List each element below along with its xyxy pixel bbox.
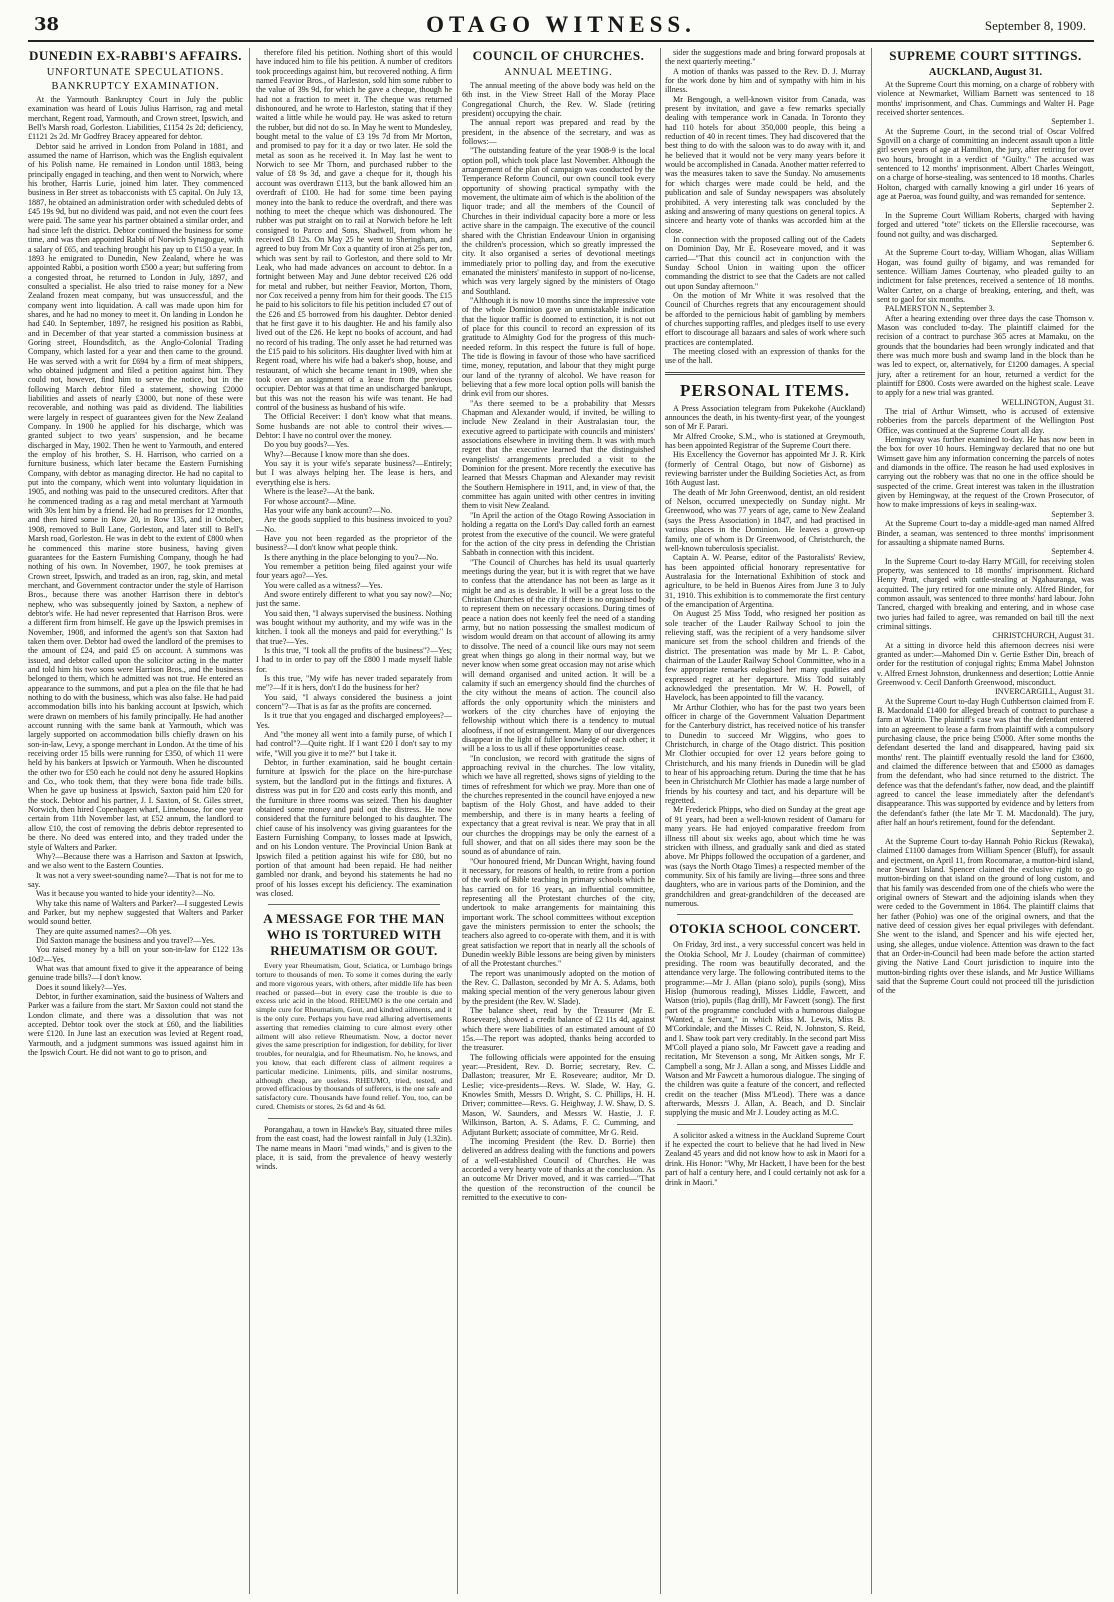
article-subheading: UNFORTUNATE SPECULATIONS. (46, 67, 225, 78)
article-headline: A MESSAGE FOR THE MAN WHO IS TORTURED WITH RHEUMATISM OR GOUT. (263, 911, 445, 959)
paragraph: At the Supreme Court to-day, William Whogan, alias William Hogan, was found guilty of bigamy, and was remanded for sentence. William James Courtenay, who pleaded guilty to an indictment for false pretences, received a sentence of 18 months. Walter Carter, on a charge of breaking, entering, and theft, was sent to gaol for six months. (877, 248, 1094, 304)
paragraph: The incoming President (the Rev. D. Borrie) then delivered an address dealing with the functions and powers of a well-established Council of Churches. He was accorded a very hearty vote of thanks at the conclusion. As an outcome Mr Driver moved, and it was carried—"That the question of the reconstruction of the council be remitted to the executive to con- (462, 1136, 655, 1202)
paragraph: Was it because you wanted to hide your identity?—No. (36, 889, 215, 899)
article-body (462, 81, 655, 1202)
paragraph: Are the goods supplied to this business invoiced to you?—No. (256, 515, 452, 534)
paragraph: In connection with the proposed calling out of the Cadets on Dominion Day, Mr E. Roseveare moved, and it was carried—"That this council act in conjunction with the Sunday School Union in waiting upon the officer commanding the district to see that the Cadets are not called out upon Sunday afternoon." (665, 234, 865, 291)
article-headline: OTOKIA SCHOOL CONCERT. (669, 921, 861, 937)
paragraph: The report was unanimously adopted on the motion of the Rev. C. Dallaston, seconded by Mr A. S. Adams, both making special mention of the very generous labour given by the president (the Rev. W. Slade). (462, 968, 655, 1006)
paragraph: In the Supreme Court William Roberts, charged with having forged and uttered "tote" tickets on the Ellerslie racecourse, was found not guilty, and was discharged. (877, 210, 1094, 239)
paragraph: PALMERSTON N., September 3. (885, 304, 995, 314)
paragraph: "The outstanding feature of the year 1908-9 is the local option poll, which took place last November. Although the arrangement of the plan of campaign was conducted by the Temperance Reform Council, our own council took every opportunity of showing practical sympathy with the movement, the ultimate aim of which is the abolition of the liquor trade; and all the members of the Council of Churches in their individual capacity bore a more or less active share in the campaign. The executive of the council shared with the Christian Endeavour Union in organising the children's procession, which so greatly impressed the city. It also organised a series of devotional meetings immediately prior to polling day, and from the executive emanated the ministers' manifesto in support of no-license, which was very largely signed by the ministers of Otago and Southland. (462, 146, 655, 296)
paragraph: You say it is your wife's separate business?—Entirely; but I was always helping her. The lease is hers, and everything else is hers. (256, 459, 452, 487)
paragraph: Where is the lease?—At the bank. (264, 487, 375, 497)
dateline: AUCKLAND, August 31. (928, 67, 1043, 78)
masthead-title: OTAGO WITNESS. (426, 12, 696, 37)
article-body (665, 1131, 865, 1187)
paragraph: The annual report was prepared and read by the president, in the absence of the secretary, and was as follows:— (462, 118, 655, 147)
paragraph: Has your wife any bank account?—No. (264, 505, 393, 515)
paragraph: Mr Frederick Phipps, who died on Sunday at the great age of 91 years, had been a well-known resident of Oamaru for many years. He had enjoyed comparative freedom from illness till about six weeks ago, about which time he was stricken with illness, and gradually sank and died as stated above. Mr Phipps followed the occupation of a gardener, and was (says the North Otago Times) a respected member of the community. Six of his family are living—three sons and three daughters, who are in various parts of the Dominion, and the grandchildren and great-grandchildren of the deceased are numerous. (665, 805, 865, 908)
dateline: September 6. (1051, 238, 1094, 248)
article-headline: DUNEDIN EX-RABBI'S AFFAIRS. (29, 48, 242, 63)
paragraph: What was that amount fixed to give it the appearance of being genuine trade bills?—I don't know. (28, 963, 243, 983)
paragraph: Have you not been regarded as the proprietor of the business?—I don't know what people think. (256, 533, 452, 553)
paragraph: At the Supreme Court this morning, on a charge of robbery with violence at Newmarket, William Barnett was sentenced to 18 months' imprisonment, and Chas. Cummings and Walter H. Page received shorter sentences. (877, 80, 1094, 118)
column-rule (457, 48, 458, 1594)
paragraph: For whose account?—Mine. (264, 496, 356, 506)
article-headline: COUNCIL OF CHURCHES. (472, 48, 645, 63)
article-headline: PERSONAL ITEMS. (680, 380, 850, 400)
paragraph: Debtor said he arrived in London from Poland in 1881, and assumed the name of Harrison, which was the English equivalent of his Polish name. He remained in London until 1883, being principally engaged in teaching, and then went to Norwich, where his brother, Harris Lurie, joined him later. They commenced business in Ber street as tobacconists with £5 capital. On July 13, 1887, he obtained an administration order with scheduled debts of £45 19s 9d, but no dividend was paid, and not even the court fees were paid. The same year his partner obtained a similar order, and had since left the district. Debtor continued the business for some time, and was then appointed Rabbi of Norwich Synagogue, with a salary of £65, and teaching brought his pay up to £150 a year. In 1893 he emigrated to Dunedin, New Zealand, where he was appointed Rabbi, a position worth £500 a year; but suffering from a congested throat, he returned to London in July, 1897, and consulted a specialist. He also tried to raise money for a New Zealand frozen meat company, but was unsuccessful, and the company went into liquidation. A call was made upon him for shares, and he had no money to meet it. On landing in London he had £40. In September, 1897, he resigned his position as Rabbi, and in December of that year started a commission business at Goring street, Houndsditch, as the Anglo-Colonial Trading Company, which lasted for a year and then came to the ground. He was served with a writ for £694 by a firm of meat shippers, who obtained judgment and filed a petition against him. They could not, however, find him to serve the notice, but in the following March debtor filed a statement, showing £2000 liabilities and assets of nearly £3000, but none of these were recoverable, and nothing was paid as dividend. The liabilities were largely in respect of guarantees given for the New Zealand Company. In 1900 he applied for his discharge, which was granted subject to two years' suspension, and he became discharged in May, 1902. Then he went to Yarmouth, and entered the employ of his brother, S. H. Harrison, who carried on a furniture business, which later became the Eastern Furnishing Company, with debtor as managing director. He had no capital to put into the company, which went into voluntary liquidation in 1905, and nothing was paid to the unsecured creditors. After that he commenced trading as a rag and metal merchant at Yarmouth with 30s lent him by a friend. He had no premises for 12 months, and then hired some in Row 20, in Row 135, and in October, 1908, removed to Bull Lane, Gorleston, and later still to Bell's Marsh road, Gorleston. He was in debt to the extent of £800 when he commenced this marine store business, having given guarantees for the Eastern Furnishing Company, though he had nothing of his own. In November, 1907, he took premises at Crown street, Ipswich, and traded as an iron, rag, skin, and metal merchant, and Government contractor under the style of Harrison Bros., because there was another Harrison there in debtor's nephew, who was subsequently joined by Saxton, a nephew of debtor's wife. He had never represented that Harrison Bros. were a different firm from himself. He gave up the Ipswich premises in November, 1908, and informed the agent's son that Saxton had taken them over. Debtor had owed the landlord of the premises to the amount of £24, and paid £5 on account. A summons was issued, and debtor called upon the solicitor acting in the matter and told him his two sons were Harrison Bros., and the business belonged to them, which he admitted was not true. He entered an appearance to the summons, and put a plea on the file that he had nothing to do with the business, which was also false. He had paid accommodation bills into his banking account at Ipswich, which were drawn on members of his family principally. He had another account running with the same bank at Yarmouth, which was largely supported on accommodation bills chiefly drawn on his son-in-law, Levy, a sponge merchant in London. At the time of his receiving order 15 bills were running for £350, of which 11 were held by his bankers at Ipswich or Yarmouth. When he discounted the other two for £50 each he could not deny he assured Hopkins and Co., who took them, that they were bona fide trade bills. When he gave up business at Ipswich, Saxton paid him £20 for the stock. Debtor and his partner, J. I. Saxton, of St. Giles street, Norwich, then hired Copenhagen wharf, Limehouse, for one year certain from 11th November last, at £52 annum, the landlord to allow £10, the cost of removing the debris debtor represented to be there. No deed was entered into, and they traded under the style of Walters and Parker. (28, 141, 243, 852)
page-number: 38 (34, 14, 60, 35)
article (665, 914, 865, 1118)
dateline: September 2. (1051, 827, 1094, 837)
column-rule (249, 48, 250, 1594)
paragraph: Why take this name of Walters and Parker?—I suggested Lewis and Parker, but my nephew suggested that Walters and Parker would sound better. (28, 898, 243, 927)
paragraph: The death of Mr John Greenwood, dentist, an old resident of Nelson, occurred unexpectedly on Sunday night. Mr Greenwood, who was 77 years of age, came to New Zealand (says the Press Association) in 1847, and had practised in various places in the Dominion. He leaves a grown-up family, one of whom is Dr Greenwood, of Christchurch, the well-known tuberculosis specialist. (665, 487, 865, 553)
article (665, 48, 865, 366)
paragraph: The meeting closed with an expression of thanks for the use of the hall. (665, 347, 865, 366)
paragraph: They are quite assumed names?—Oh yes. (36, 926, 172, 936)
dateline: INVERCARGILL, August 31. (995, 687, 1094, 697)
paragraph: His Excellency the Governor has appointed Mr J. R. Kirk (formerly of Central Otago, but now of Gisborne) as reviewing barrister under the Building Societies Act, as from 16th August last. (665, 450, 865, 488)
paragraph: The following officials were appointed for the ensuing year:—President, Rev. D. Borrie; secretary, Rev. C. Dallaston; treasurer, Mr E. Roseveare; auditor, Mr D. Leslie; vice-presidents—Revs. W. Slade, W. Hay, G. Knowles Smith, Messrs D. Wright, S. C. Phillips, H. H. Driver; committee—Revs. G. Heighway, J. W. Shaw, D. S. Mason, W. Saunders, and Messrs W. Hastie, J. F. Wilkinson, Barton, A. S. Adams, F. C. Cumming, and Adjutant Burkett; associate of committee, Mr G. Reid. (462, 1052, 655, 1137)
paragraph: Do you buy goods?—Yes. (264, 440, 350, 450)
dateline: September 1. (1051, 117, 1094, 127)
section-divider (677, 1124, 853, 1125)
paragraph: At the Supreme Court to-day Hannah Pohio Rickus (Rewaka), claimed £1100 damages from William Spencer (Bluff), for assault and ejectment, on April 11, from Rocomarae, a mutton-bird island, near Stewart Island. Spencer claimed the exclusive right to go mutton-birding on that island on the ground of long custom, and that his family was descended from one of the chiefs who were the original owners of Stewart and the adjoining islands when they were ceded to the Government in 1864. The plaintiff claims that her father (Pohio) was one of the original owners, and that the native deed of cession gives her equal privileges with defendant. She went to the island, and Spencer and his wife ejected her, using, she alleges, undue violence. Attention was drawn to the fact that an Order-in-Council had been made before the action started giving the Native Land Court jurisdiction to inquire into the mutton-birding rights over these islands, and Mr Justice Williams said that the Supreme Court could not proceed till the jurisdiction of the (877, 836, 1094, 996)
paragraph: "Although it is now 10 months since the impressive vote of the whole Dominion gave an unmistakable indication that the liquor traffic is doomed to extinction, it is not out of place for this council to record an expression of its gratitude to Almighty God for the progress of this much-needed reform. In this respect the future is full of hope. The tide is flowing in favour of those who have sacrificed time, money, reputation, and labour that they might purge our land of the tyranny of alcohol. We have reason for believing that a few more local option polls will banish the drink evil from our shores. (462, 295, 655, 399)
article-body (665, 940, 865, 1118)
paragraph: Is this true, "I took all the profits of the business"?—Yes; I had to in order to pay off the £800 I made myself liable for. (256, 646, 452, 674)
paragraph: A Press Association telegram from Pukekohe (Auckland) announces the death, in his twenty-first year, of the youngest son of Mr F. Parari. (665, 403, 865, 432)
paragraph: therefore filed his petition. Nothing short of this would have induced him to file his petition. A number of creditors took proceedings against him, but recovered nothing. A firm named Feavior Bros., of Harleston, sold him some rubber to the value of 39s 9d, for which he gave a cheque, though he had not a fraction to meet it. The cheque was returned dishonoured, and he wrote to Harleston, stating that if they waited a little while he would pay. He was asked to return the rubber, but did not do so. In May he went to Mundesley, bought metal to the value of £3 19s 7d from Mr Morton, and promised to pay for it a day or two later. He sold the metal as soon as he received it. In May last he went to Norwich to see Mr Thorn, and purchased rubber to the value of £8 9s 3d, and gave a cheque for it, though his account was overdrawn £113, but the bank allowed him an overdraft of £100. He had for some time been paying money into the bank to reduce the overdraft, and there was nothing to meet the cheque which was dishonoured. The rubber was put straight on to rail at Norwich before he left consigned to Parco and Sons, Shadwell, from whom he received £8 12s. On May 25 he went to Sheringham, and agreed to buy from Mr Cox a quantity of iron at 25s per ton, which was sent by rail to Gorleston, and there sold to Mr Leak, who had made advances on account to debtor. In a fortnight between May and June debtor received £26 odd for metal and rubber, but neither Feavior, Morton, Thorn, nor Cox received a penny from him for their goods. The £15 he paid to his solicitors to file his petition included £7 out of the £26 and £5 borrowed from his daughter. Debtor denied that he first gave it to his daughter. He and his family also lived out of the £26. He kept no books of account, and had no record of his trading. The only asset he had returned was the £15 paid to his solicitors. His daughter lived with him at Regent road, where his wife had a baker's shop, house, and restaurant, of which she became tenant in 1909, when she took over an assignment of a lease from the previous occupier. Debtor was at that time an undischarged bankrupt, but this was not the reason his wife was tenant. He had control of the business as husband of his wife. (256, 48, 452, 413)
paragraph: Why?—Because I know more than she does. (264, 449, 410, 459)
paragraph: At the Supreme Court, in the second trial of Oscar Volfred Sgovill on a charge of committing an indecent assault upon a little girl seven years of age at Hamilton, the jury, after retiring for over two hours, brought in a verdict of "Guilty." The accused was sentenced to 12 months' imprisonment. Albert Charles Weingott, on a charge of horse-stealing, was sentenced to 18 months. Charles Holton, charged with carnally knowing a girl under 16 years of age at Paeroa, was found guilty, and was remanded for sentence. (877, 126, 1094, 202)
article-body (665, 404, 865, 909)
article (665, 372, 865, 909)
paragraph: After a hearing extending over three days the case Thomson v. Mason was concluded to-day. The plaintiff claimed for the recision of a contract to purchase 365 acres at Mamaku, on the grounds that the boundaries had been wrongly indicated and that there was much more bush and swamp land in the block than he was led to expect, or, alternatively, for £1200 damages. A special jury, after a retirement for an hour, returned a verdict for the plaintiff for £800. Costs were awarded on the highest scale. Leave to apply for a new trial was granted. (877, 313, 1094, 398)
paragraph: You said, "I always considered the business a joint concern"?—That is as far as the profits are concerned. (256, 692, 452, 712)
column-2 (256, 48, 452, 1596)
article-body (256, 48, 452, 898)
paragraph: At the Supreme Court to-day a middle-aged man named Alfred Binder, a seaman, was sentenced to three months' imprisonment for assaulting a shipmate named Burns. (877, 519, 1094, 547)
article-subheading: ANNUAL MEETING. (504, 67, 613, 78)
paragraph: A solicitor asked a witness in the Auckland Supreme Court if he expected the court to believe that he had lived in New Zealand 45 years and did not know how to ask in Maori for a drink. His Honor: "Why, Mr Hackett, I have been for the best part of half a century here, and I could certainly not ask for a drink in Maori." (665, 1130, 865, 1187)
paragraph: It was not a very sweet-sounding name?—That is not for me to say. (28, 870, 243, 889)
paragraph: Every year Rheumatism, Gout, Sciatica, or Lumbago brings torture to thousands of men. To some it comes during the early and more vigorous years, with others, after middle life has been reached or passed—but in every case the trouble is due to excess uric acid in the blood. RHEUMO is the one certain and simple cure for Rheumatism, Gout, and kindred ailments, and it is the only cure. Perhaps you have read alluring advertisements asserting that remedies claiming to cure almost every other ailment will also relieve Rheumatism. Now, a doctor never gives the same prescription for indigestion, for debility, for liver troubles, for neuralgia, and for Rheumatism. No, he knows, and you know, that each different class of ailment requires a particular medicine. Liniments, pills, and similar nostrums, although cheap, are useless. RHEUMO, tried, tested, and proved efficacious by thousands of sufferers, is the one safe and satisfactory cure. Thousands have found relief. You, too, can be cured. Chemists or stores, 2s 6d and 4s 6d. (256, 961, 452, 1112)
paragraph: "As there seemed to be a probability that Messrs Chapman and Alexander would, if invited, be willing to include New Zealand in their Australasian tour, the executive agreed to participate with councils and ministers' associations elsewhere in inviting them. It was with much regret that the executive learned that the distinguished evangelists' arrangements precluded a visit to the Dominion for the present. More recently the executive has learned that Messrs Chapman and Alexander may revisit the Southern Hemisphere in 1911, and, in view of that, the committee has again united with other centres in inviting them to visit New Zealand. (462, 398, 655, 511)
article-body (665, 48, 865, 366)
paragraph: Did Saxton manage the business and you travel?—Yes. (36, 935, 216, 945)
section-divider (268, 904, 440, 905)
dateline: CHRISTCHURCH, August 31. (992, 631, 1094, 641)
article-subheading: BANKRUPTCY EXAMINATION. (51, 81, 220, 92)
paragraph: And swore entirely different to what you say now?—No; just the same. (256, 589, 452, 609)
paragraph: In the Supreme Court to-day Harry M'Gill, for receiving stolen property, was sentenced to 18 months' imprisonment. Richard Henry Pratt, charged with cattle-stealing at Ngahauranga, was acquitted. The jury retired for one minute only. Alfred Binder, for common assault, was sentenced to three months' hard labour. John Tancred, charged with breaking and entering, and in whose case two juries had failed to agree, was remanded on bail till the next criminal sittings. (877, 556, 1094, 631)
dateline: September 4. (1051, 547, 1094, 557)
paragraph: You said then, "I always supervised the business. Nothing was bought without my authority, and my wife was in the kitchen. I took all the moneys and paid for everything." Is that true?—Yes. (256, 608, 452, 646)
dateline: September 2. (1051, 201, 1094, 211)
article (256, 48, 452, 898)
section-divider (268, 1118, 440, 1119)
paragraph: Hemingway was further examined to-day. He has now been in the box for over 10 hours. Hemingway declared that no one but Wimsett gave him any information concerning the parcels of notes and diamonds in the office. The reason he had used explosives in carrying out the robbery was that no one in the office should be suspected of the crime. Great interest was taken in the illustration given by Hemingway, at the request of the Crown Prosecutor, of how to make impressions of keys in sealing-wax. (877, 435, 1094, 510)
column-5 (877, 48, 1094, 1596)
paragraph: On August 25 Miss Todd, who resigned her position as sole teacher of the Lauder Railway School to join the relieving staff, was the recipient of a very handsome silver manicure set from the school children and friends of the district. The presentation was made by Mr L. P. Cabot, chairman of the Lauder Railway School Committee, who in a few appropriate remarks eulogised her many qualities and expressed regret at her departure. Miss Todd suitably acknowledged the presentation. Mr W. H. Powell, of Havelock, has been appointed to fill the vacancy. (665, 609, 865, 703)
paragraph: "The Council of Churches has held its usual quarterly meetings during the year, but it is with regret that we have to confess that the attendance has not been as large as it might be and as is desirable. It will be a great loss to the Christian Churches of the city if there is no organised body to represent them on necessary occasions. During times of peace a nation does not keenly feel the need of a standing army, but no nation possessing the smallest modicum of wisdom would dream on that account of allowing its army to dissolve. The need of a council like ours may not seem great when things go along in their normal way, but we never know when some great occasion may not arise which will demand organised and united action. It will be a calamity if such an emergency should find the churches of the city without the means of action. The council also affords the only opportunity which the ministers and workers of the city churches have of enjoying the fellowship without which there is a tendency to mutual aloofness, if not of estrangement. Many of our divergences disappear in the light of fuller knowledge of each other; it will be a loss to us all if these opportunities cease. (462, 557, 655, 754)
paragraph: At the Yarmouth Bankruptcy Court in July the public examination was heard of Louis Julius Harrison, rag and metal merchant, Regent road, Yarmouth, and Crown street, Ipswich, and Bell's Marsh road, Gorleston. Liabilities, £1154 2s 2d; deficiency, £1121 2s 2d. Mr Godfrey Bracey appeared for debtor. (28, 95, 243, 142)
paragraph: At a sitting in divorce held this afternoon decrees nisi were granted as under:—Mahomed Din v. Gertie Esther Din, breach of order for the restitution of conjugal rights; Emma Mabel Johnston v. Alfred Ernest Johnston, drunkenness and desertion; Lottie Annie Greenwood v. Cecil Danforth Greenwood, misconduct. (877, 640, 1094, 687)
article (462, 48, 655, 1202)
dateline: WELLINGTON, August 31. (1001, 397, 1094, 407)
paragraph: Debtor, in further examination, said he bought certain furniture at Ipswich for the place on the hire-purchase system, but the landlord put in the fittings and fixtures. A distress was put in for £20 and costs early this month, and the furniture in three rooms was seized. Then his daughter obtained some money and paid out the distress. He now considered that the furniture belonged to his daughter. The chief cause of his insolvency was giving guarantees for the Eastern Furnishing Company, to losses made at Ipswich, and on his London venture. The Provincial Union Bank at Ipswich filed a petition against his wife for £80, but no portion of that amount had been repaid. He had neither gambled nor drank, and beyond his statements he had no proof of his losses except his deficiency. The examination was closed. (256, 758, 452, 898)
dateline: September 3. (1051, 509, 1094, 519)
column-rule (871, 48, 872, 1594)
article (256, 1118, 452, 1172)
paragraph: The trial of Arthur Wimsett, who is accused of extensive robberies from the parcels department of the Wellington Post Office, was continued at the Supreme Court all day. (877, 407, 1094, 435)
article (256, 904, 452, 1112)
paragraph: At the Supreme Court to-day Hugh Cuthbertson claimed from F. B. Macdonald £1400 for alleged breach of contract to purchase a farm at Wairio. The plaintiff's case was that the defendant entered into an agreement to lease a farm from plaintiff with a compulsory purchasing clause, the price being £5000. After some months the defendant deserted the land and disappeared, having paid six months' rent. The plaintiff eventually resold the land for £3600, and claimed the difference between that and £5000 as damages from the defendant, who had since returned to the district. The defence was that the defendant's father, now dead, and the plaintiff agreed to cancel the lease immediately after the defendant's disappearance. This was supported by evidence and by letters from the defendant's father (the late Mr T. M. Macdonald). The jury, after half an hour's retirement, found for the defendant. (877, 696, 1094, 828)
article-body (28, 95, 243, 1057)
paragraph: And "the money all went into a family purse, of which I had control"?—Quite right. If I want £20 I don't say to my wife, "Will you give it to me?" but I take it. (256, 730, 452, 758)
paragraph: sider the suggestions made and bring forward proposals at the next quarterly meeting." (665, 48, 865, 67)
section-divider (665, 372, 865, 375)
article-body (877, 80, 1094, 996)
paragraph: Captain A. W. Pearse, editor of the Pastoralists' Review, has been appointed official honorary representative for Australasia for the International Exhibition of stock and agriculture, to be held in Buenos Aires from June 3 to July 31, 1910. This exhibition is to commemorate the first century of the emancipation of Argentina. (665, 553, 865, 609)
paragraph: Does it sound likely?—Yes. (36, 982, 127, 992)
paragraph: You were called as a witness?—Yes. (264, 580, 383, 590)
paragraph: On Friday, 3rd inst., a very successful concert was held in the Otokia School, Mr J. Loudey (chairman of committee) presiding. The room was beautifully decorated, and the attendance very large. The following contributed items to the programme:—Mr J. Allan (piano solo), pupils (song), Miss Hislop (humorous reading), Misses Liddle, Fawcett, and Watson (trio), pupils (flag drill), Mr Fawcett (song). The first part of the programme concluded with a humorous dialogue "Wanted, a Servant," in which Miss M. Lewis, Miss B. M'Corkindale, and the Misses C. Reid, N. Johnston, S. Reid, and I. Shaw took part very creditably. In the second part Miss M'Coll played a piano solo, Mr Fawcett gave a reading and recitation, Mr Stevenson a song, Mr Aitken songs, Mr F. Campbell a song, Mr J. Allan a song, and Misses Liddle and Watson and Mr Fawcett a humorous dialogue. The singing of the children was quite a feature of the concert, and reflected credit on the teacher (Miss M'Leod). There was a dance afterwards, Messrs J. Allan, A. Beach, and D. Sinclair supplying the music and Mr J. Loudey acting as M.C. (665, 940, 865, 1118)
paragraph: Porangahau, a town in Hawke's Bay, situated three miles from the east coast, had the lowest rainfall in July (1.32in). The name means in Maori "mad winds," and is given to the place, it is said, from the prevalence of heavy westerly winds. (256, 1124, 452, 1172)
paragraph: The annual meeting of the above body was held on the 6th inst. in the View Street Hall of the Moray Place Congregational Church, the Rev. W. Slade (retiring president) occupying the chair. (462, 81, 655, 119)
paragraph: Mr Alfred Crooke, S.M., who is stationed at Greymouth, has been appointed Registrar of the Supreme Court there. (665, 431, 865, 451)
paragraph: Debtor, in further examination, said the business of Walters and Parker was a failure from the start. Mr Saxton could not stand the London climate, and there was a dissolution that was not accepted. Debtor took over the stock at £60, and the liabilities were £120. In June last an execution was levied at Regent road, Yarmouth, and a judgment summons was issued against him in the Ipswich Court. He did not want to go to prison, and (28, 992, 243, 1058)
article-body (256, 962, 452, 1112)
paragraph: The balance sheet, read by the Treasurer (Mr E. Roseveare), showed a credit balance of £2 11s 4d, against which there were liabilities of an estimated amount of £0 15s.—The report was adopted, thanks being accorded to the treasurer. (462, 1006, 655, 1053)
paragraph: Is this true, "My wife has never traded separately from me"?—If it is hers, don't I do the business for her? (256, 674, 452, 693)
paragraph: Is there anything in the place belonging to you?—No. (264, 552, 439, 562)
paragraph: You raised money by a bill on your son-in-law for £122 13s 10d?—Yes. (28, 945, 243, 964)
paragraph: Is it true that you engaged and discharged employees?—Yes. (256, 711, 452, 730)
masthead-bar (28, 12, 1094, 42)
paragraph: Mr Bengough, a well-known visitor from Canada, was present by invitation, and gave a few remarks specially dealing with temperance work in Canada. In Toronto they had 110 hotels for about 350,000 people, this being a reduction of 40 in recent times. They had discovered that the best thing to do with the saloon was to do away with it, and he believed that it would not be very many years before it would be accomplished in Canada. Another matter referred to was the measures taken to save the Sunday. No amusements for which charges were made could be held, and the publication and sale of Sunday newspapers was absolutely prohibited. A very interesting talk was concluded by the asking and answering of many questions on general topics. A sincere and hearty vote of thanks was accorded him at the close. (665, 94, 865, 235)
paragraph: "In April the action of the Otago Rowing Association in holding a regatta on the Lord's Day called forth an earnest protest from the executive of the council. We were grateful for the action of the city press in defending the Christian Sabbath in connection with this incident. (462, 510, 655, 558)
column-rule (660, 48, 661, 1594)
paragraph: A motion of thanks was passed to the Rev. D. J. Murray for the work done by him and of sympathy with him in his illness. (665, 66, 865, 95)
article-body (256, 1125, 452, 1172)
paragraph: On the motion of Mr White it was resolved that the Council of Churches regrets that any encouragement should be afforded to the pernicious habit of gambling by members of churches supporting raffles, and pledges itself to use every effort to discourage all bazaars and sales of work where such practices are contemplated. (665, 290, 865, 347)
issue-date: September 8, 1909. (984, 18, 1086, 33)
article-headline: SUPREME COURT SITTINGS. (889, 48, 1082, 63)
column-3 (462, 48, 655, 1596)
column-4 (665, 48, 865, 1596)
section-divider (677, 914, 853, 915)
paragraph: "In conclusion, we record with gratitude the signs of approaching revival in the churches. The low vitality, which we have all regretted, shows signs of yielding to the times of refreshment for which we pray. More than one of the churches represented in the council have enjoyed a new baptism of the Holy Ghost, and have added to their membership, and there is in many hearts a feeling of expectancy that a great revival is near. We pray that in all our churches the droppings may be only the earnest of a full shower, and that on all sides there may soon be the sound as of abundance of rain. (462, 753, 655, 857)
paragraph: You remember a petition being filed against your wife four years ago?—Yes. (256, 561, 452, 581)
column-1 (28, 48, 243, 1596)
article (877, 48, 1094, 996)
paragraph: "Our honoured friend, Mr Duncan Wright, having found it necessary, for reasons of health, to retire from a portion of the work of Bible teaching in primary schools which he has carried on for 16 years, an influential committee, representing all the Protestant churches of the city, undertook to make arrangements for maintaining this important work. The school committees without exception gave the ministers permission to enter the schools; the teachers also agreed to co-operate with them, and it is with great satisfaction we report that in nearly all the schools of Dunedin weekly Bible lessons are being given by ministers of all the Protestant churches." (462, 856, 655, 969)
article (665, 1124, 865, 1187)
paragraph: Mr Arthur Clothier, who has for the past two years been officer in charge of the Government Valuation Department for the Canterbury district, has received notice of his transfer to Dunedin to succeed Mr Wiggins, who goes to Christchurch, in charge of the Otago district. This position Mr Clothier occupied for over 12 years before going to Christchurch, and his many friends in Dunedin will be glad to hear of his approaching return. During the time that he has been in Christchurch Mr Clothier has made a large number of friends by his courtesy and tact, and his departure will be regretted. (665, 702, 865, 806)
article (28, 48, 243, 1057)
paragraph: Why?—Because there was a Harrison and Saxton at Ipswich, and we also went to the Eastern Counties. (28, 851, 243, 871)
paragraph: The Official Receiver: I don't know what that means. Some husbands are not able to control their wives.—Debtor: I have no control over the money. (256, 412, 452, 441)
